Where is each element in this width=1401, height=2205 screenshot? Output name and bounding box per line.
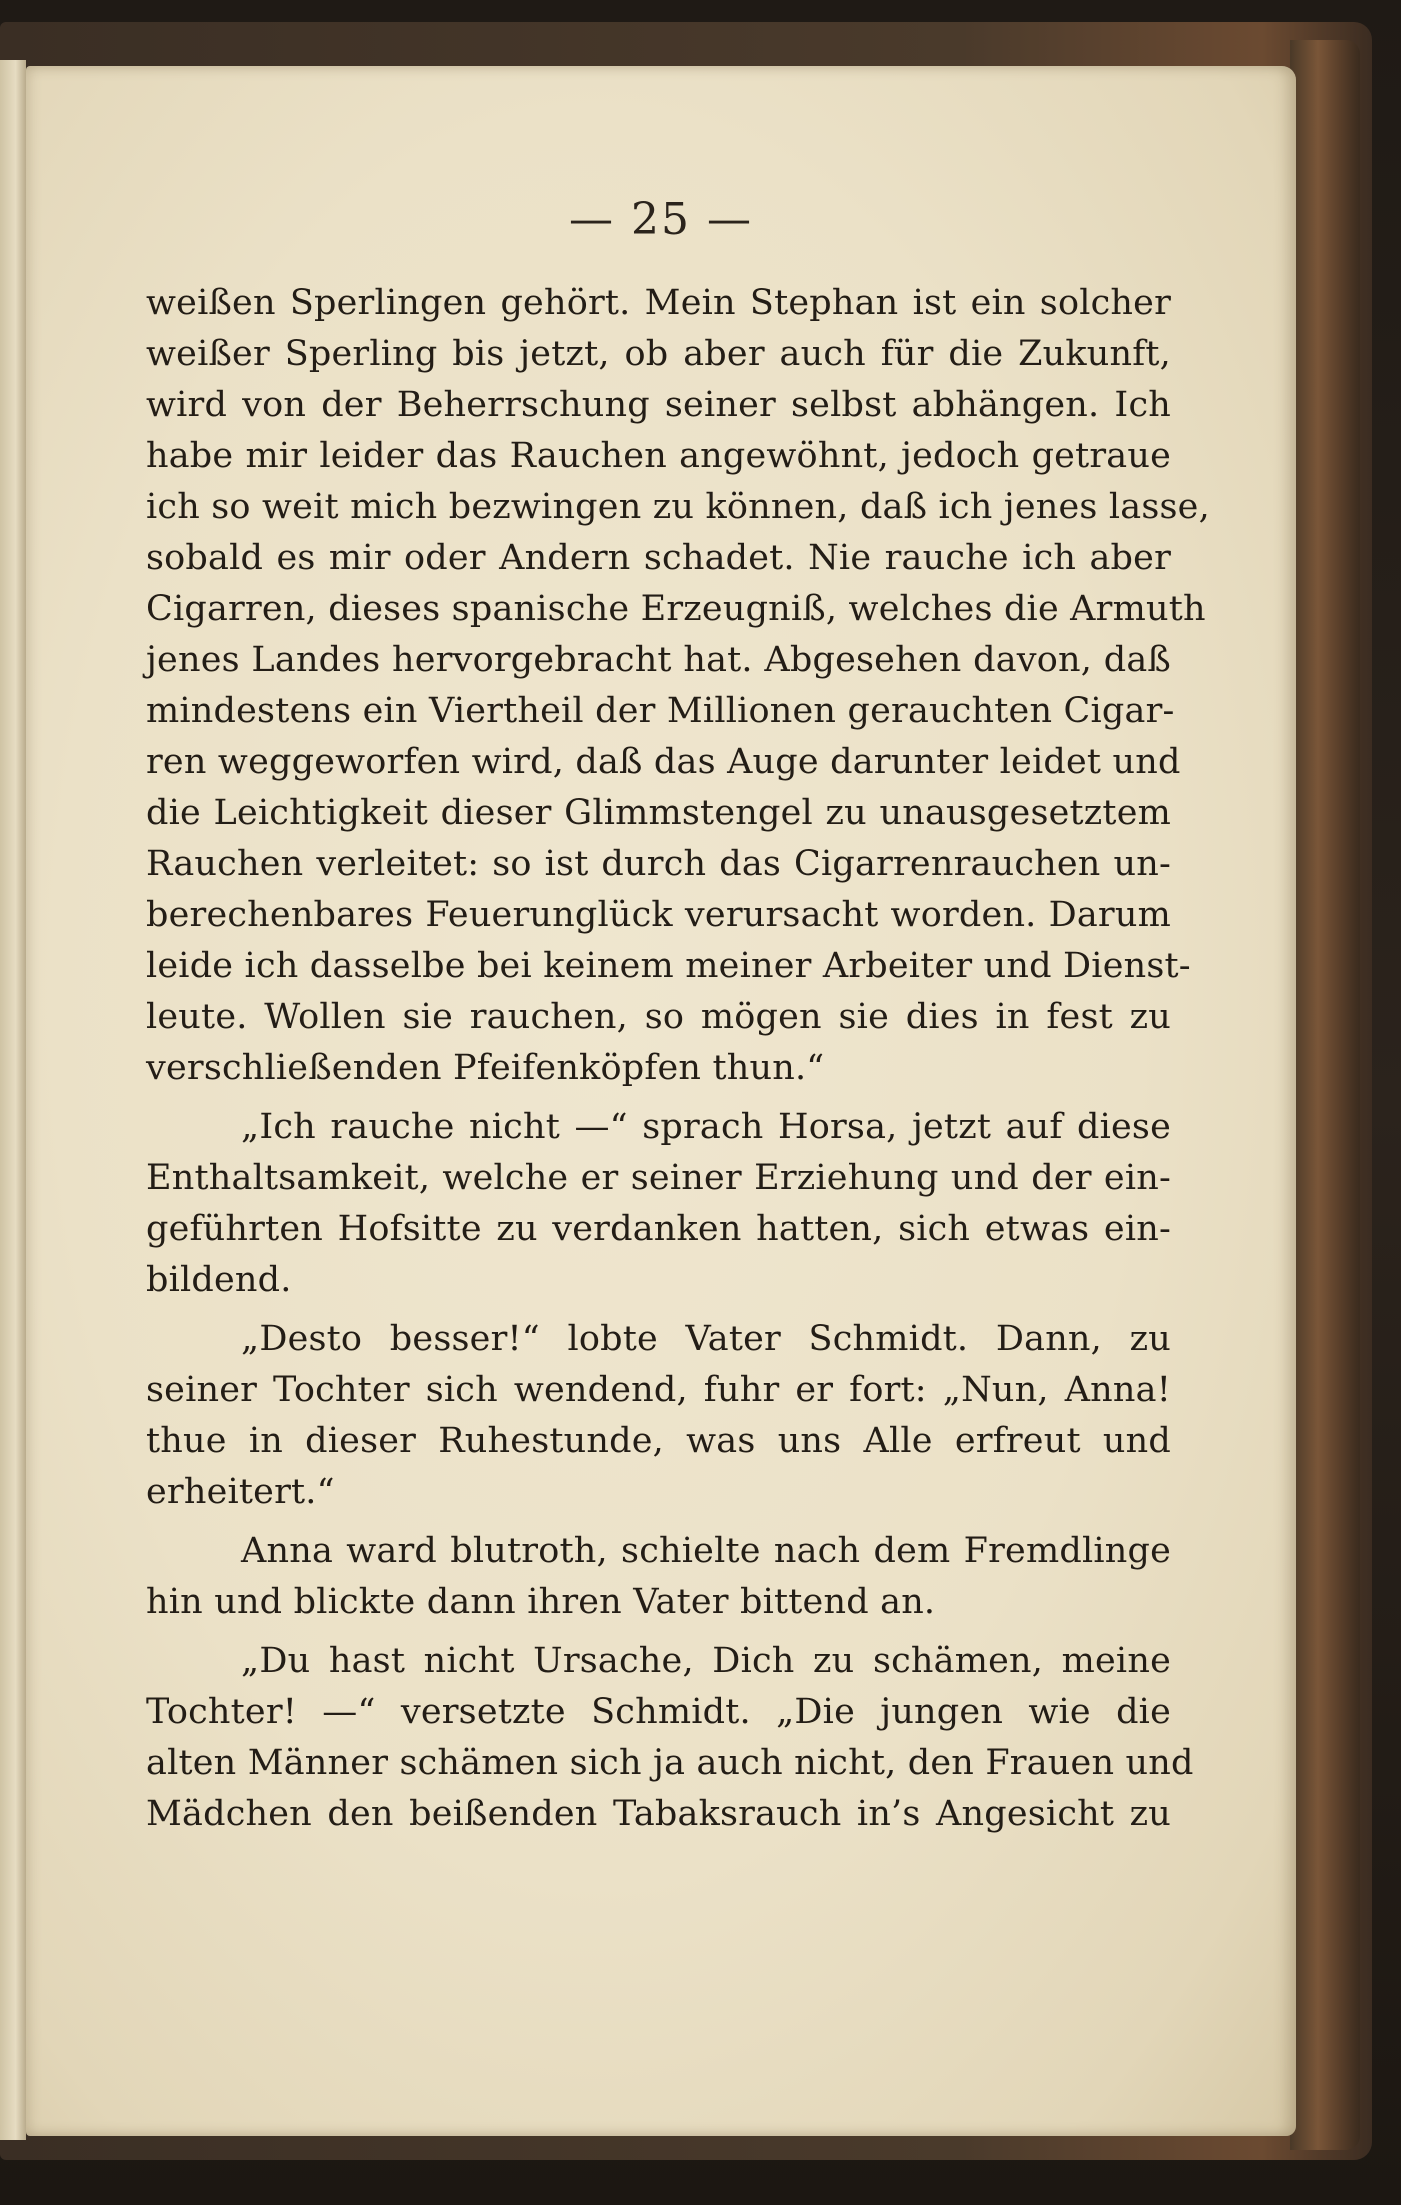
- text-line: „Desto besser!“ lobte Vater Schmidt. Dann, zu: [241, 1319, 1171, 1359]
- body-text: [146, 278, 1210, 1840]
- page-number: — 25 —: [569, 194, 753, 245]
- text-line: weißen Sperlingen gehört. Mein Stephan ist ein solcher: [146, 283, 1171, 323]
- text-line: berechenbares Feuerunglück verursacht worden. Darum: [146, 895, 1171, 935]
- book-page: [26, 66, 1296, 2136]
- text-line: leide ich dasselbe bei keinem meiner Arbeiter und Dienst-: [146, 946, 1191, 986]
- text-line: geführten Hofsitte zu verdanken hatten, sich etwas ein-: [146, 1209, 1171, 1249]
- text-line: alten Männer schämen sich ja auch nicht, den Frauen und: [146, 1743, 1194, 1783]
- text-line: habe mir leider das Rauchen angewöhnt, jedoch getraue: [146, 436, 1171, 476]
- text-line: bildend.: [146, 1260, 292, 1300]
- text-line: hin und blickte dann ihren Vater bittend an.: [146, 1582, 936, 1622]
- text-line: seiner Tochter sich wendend, fuhr er fort: „Nun, Anna!: [146, 1370, 1171, 1410]
- text-line: „Du hast nicht Ursache, Dich zu schämen, meine: [241, 1641, 1171, 1681]
- text-line: sobald es mir oder Andern schadet. Nie rauche ich aber: [146, 538, 1171, 578]
- text-line: die Leichtigkeit dieser Glimmstengel zu unausgesetztem: [146, 793, 1171, 833]
- book-cover-edge: [1290, 40, 1360, 2150]
- text-line: weißer Sperling bis jetzt, ob aber auch für die Zukunft,: [146, 334, 1171, 374]
- text-line: erheitert.“: [146, 1472, 335, 1512]
- text-line: ren weggeworfen wird, daß das Auge darunter leidet und: [146, 742, 1181, 782]
- text-line: „Ich rauche nicht —“ sprach Horsa, jetzt auf diese: [241, 1107, 1171, 1147]
- text-line: ich so weit mich bezwingen zu können, daß ich jenes lasse,: [146, 487, 1210, 527]
- text-line: Enthaltsamkeit, welche er seiner Erziehung und der ein-: [146, 1158, 1171, 1198]
- text-line: Anna ward blutroth, schielte nach dem Fremdlinge: [241, 1531, 1171, 1571]
- text-line: mindestens ein Viertheil der Millionen gerauchten Cigar-: [146, 691, 1175, 731]
- text-line: wird von der Beherrschung seiner selbst abhängen. Ich: [146, 385, 1171, 425]
- paragraph-gap: [146, 1628, 1171, 1636]
- text-line: jenes Landes hervorgebracht hat. Abgesehen davon, daß: [146, 640, 1171, 680]
- paragraph-gap: [146, 1094, 1171, 1102]
- text-line: Tochter! —“ versetzte Schmidt. „Die jungen wie die: [146, 1692, 1171, 1732]
- text-line: verschließenden Pfeifenköpfen thun.“: [146, 1048, 825, 1088]
- facing-page-edge: [0, 60, 26, 2140]
- paragraph-gap: [146, 1518, 1171, 1526]
- text-line: Mädchen den beißenden Tabaksrauch in’s Angesicht zu: [146, 1794, 1171, 1834]
- text-line: leute. Wollen sie rauchen, so mögen sie dies in fest zu: [146, 997, 1171, 1037]
- text-line: Cigarren, dieses spanische Erzeugniß, welches die Armuth: [146, 589, 1206, 629]
- paragraph-gap: [146, 1306, 1171, 1314]
- text-line: Rauchen verleitet: so ist durch das Cigarrenrauchen un-: [146, 844, 1171, 884]
- text-line: thue in dieser Ruhestunde, was uns Alle erfreut und: [146, 1421, 1171, 1461]
